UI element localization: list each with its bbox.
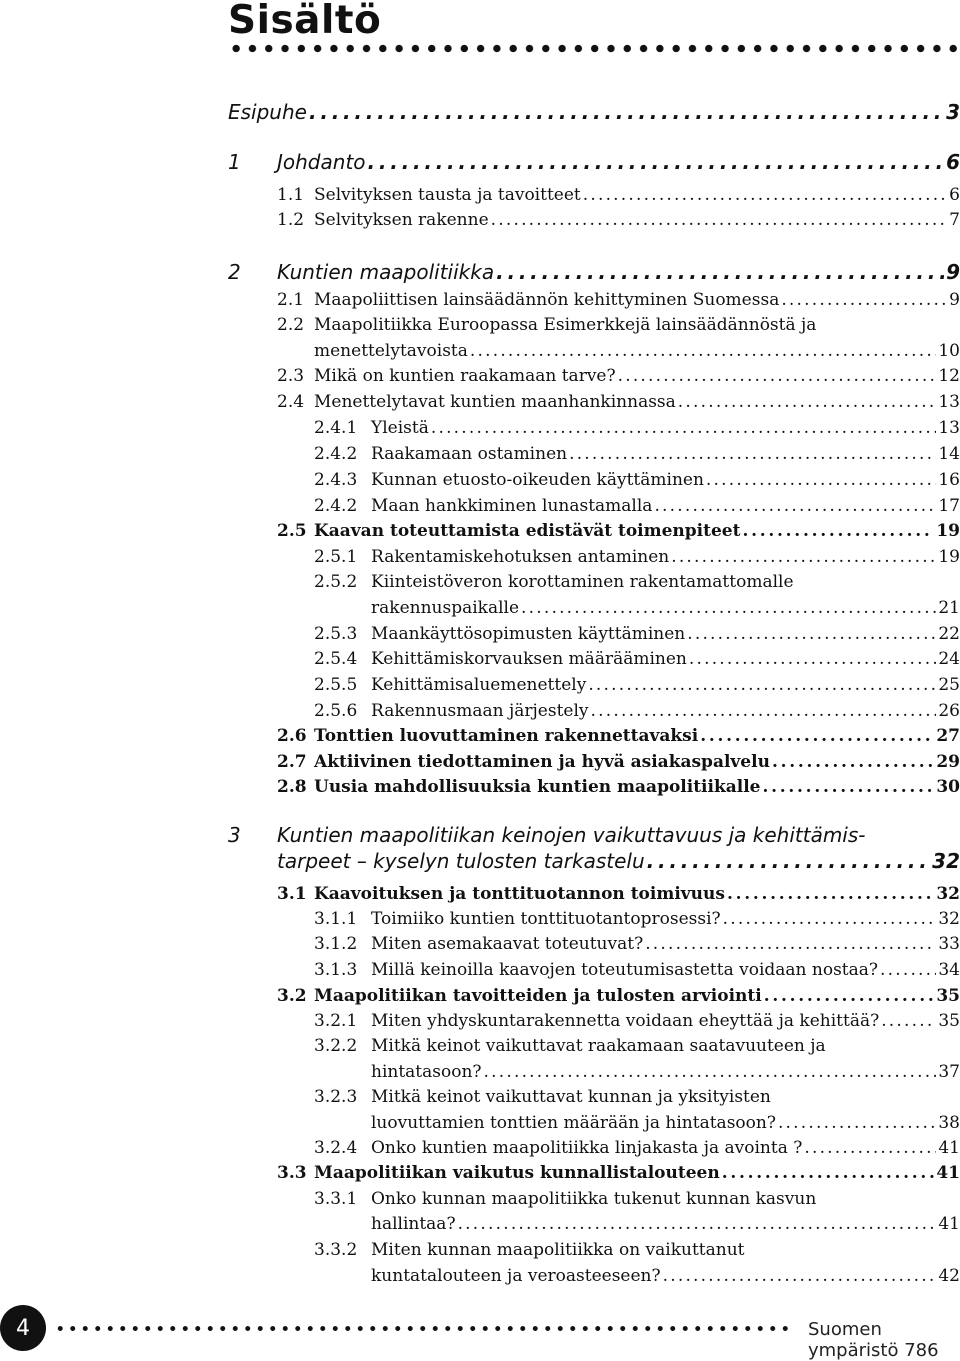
toc-page-number: 32 [932,849,960,873]
toc-entry-title: Miten yhdyskuntarakennetta voidaan eheyttää ja kehittää? [371,1011,880,1031]
toc-entry-number: 2.8 [277,777,307,797]
toc-entry-number: 2.7 [277,752,307,772]
toc-entry-number: 3.1.2 [314,934,358,954]
toc-entry[interactable] [314,185,960,205]
toc-page-number: 10 [938,341,960,361]
toc-entry[interactable] [371,444,960,464]
dot-leader [880,960,936,980]
toc-entry-number: 2.4.3 [314,470,358,490]
toc-entry-title: Miten asemakaavat toteutuvat? [371,934,644,954]
toc-entry-title[interactable]: Mitkä keinot vaikuttavat raakamaan saatavuuteen ja [371,1036,826,1056]
dot-leader [521,598,936,618]
page-number: 4 [16,1315,30,1341]
toc-entry-title: Uusia mahdollisuuksia kuntien maapolitiikalle [314,777,761,797]
toc-entry[interactable] [277,150,960,174]
toc-entry-number: 2.5.3 [314,624,358,644]
toc-entry-number: 3 [228,823,241,847]
toc-page-number: 12 [938,366,960,386]
toc-page-number: 42 [938,1266,960,1286]
toc-entry-number: 2.4.2 [314,444,358,464]
toc-page-number: 26 [938,701,960,721]
toc-entry-title: Maankäyttösopimusten käyttäminen [371,624,686,644]
toc-entry-title: Maapolitiikan tavoitteiden ja tulosten arviointi [314,986,762,1006]
toc-entry-title: Kuntien maapolitiikka [277,260,495,284]
toc-entry-title[interactable]: Miten kunnan maapolitiikka on vaikuttanut [371,1240,745,1260]
toc-entry[interactable] [371,1214,960,1234]
toc-page-number: 32 [936,884,960,904]
toc-page-number: 32 [938,909,960,929]
toc-entry-number: 2.3 [277,366,305,386]
page-title: Sisältö [228,0,382,43]
toc-page-number: 35 [938,1011,960,1031]
toc-entry-title: Kaavan toteuttamista edistävät toimenpiteet [314,521,741,541]
dot-leader [431,418,937,438]
toc-entry-number: 2.5 [277,521,307,541]
toc-entry-number: 3.3.2 [314,1240,358,1260]
toc-page-number: 3 [946,100,960,124]
toc-entry-number: 2.4.2 [314,496,358,516]
toc-page-number: 38 [938,1113,960,1133]
toc-page-number: 19 [936,521,960,541]
dot-leader [591,701,937,721]
toc-entry-number: 3.2.3 [314,1087,358,1107]
dot-leader [484,1062,937,1082]
toc-entry-number: 3.2 [277,986,307,1006]
toc-entry[interactable] [371,909,960,929]
toc-entry-title[interactable]: Maapolitiikka Euroopassa Esimerkkejä lainsäädännöstä ja [314,315,817,335]
toc-entry-number: 2.2 [277,315,305,335]
toc-entry[interactable] [314,366,960,386]
dot-leader [700,726,934,746]
dot-leader [778,1113,936,1133]
toc-entry-title: Menettelytavat kuntien maanhankinnassa [314,392,676,412]
toc-entry[interactable] [314,392,960,412]
dot-leader [309,100,944,124]
toc-entry-title: Esipuhe [228,100,307,124]
toc-page-number: 33 [938,934,960,954]
dot-leader [663,1266,937,1286]
toc-entry-number: 2.1 [277,290,305,310]
toc-page-number: 14 [938,444,960,464]
toc-entry[interactable] [371,624,960,644]
toc-entry-number: 3.3 [277,1163,307,1183]
toc-entry-title: Johdanto [277,150,366,174]
toc-entry-number: 2.5.1 [314,547,358,567]
toc-entry[interactable] [371,960,960,980]
toc-entry[interactable] [371,1113,960,1133]
dot-leader [491,210,948,230]
toc-page-number: 22 [938,624,960,644]
toc-entry-title-continued: rakennuspaikalle [371,598,520,618]
toc-entry-title: Maapoliittisen lainsäädännön kehittyminen Suomessa [314,290,780,310]
toc-entry-number: 2.5.5 [314,675,358,695]
dot-leader [804,1138,936,1158]
dot-leader [671,547,936,567]
dot-leader [881,1011,936,1031]
dot-leader [742,521,934,541]
toc-entry[interactable] [371,418,960,438]
dot-leader [618,366,937,386]
toc-page-number: 19 [938,547,960,567]
toc-entry[interactable] [371,598,960,618]
toc-entry-title: Yleistä [371,418,429,438]
toc-entry[interactable] [277,260,960,284]
toc-entry[interactable] [228,100,960,124]
toc-entry-number: 1.1 [277,185,305,205]
dot-leader [722,1163,935,1183]
toc-entry-number: 3.2.4 [314,1138,358,1158]
dot-leader [772,752,934,772]
dot-leader [654,496,936,516]
toc-entry[interactable] [314,726,960,746]
toc-entry[interactable] [314,521,960,541]
toc-page-number: 41 [938,1138,960,1158]
toc-entry-title-continued: tarpeet – kyselyn tulosten tarkastelu [277,849,645,873]
dot-leader [569,444,936,464]
dot-leader [678,392,937,412]
toc-entry[interactable] [314,210,960,230]
dot-leader [470,341,936,361]
toc-page-number: 21 [938,598,960,618]
toc-page-number: 27 [936,726,960,746]
toc-entry[interactable] [371,1062,960,1082]
toc-entry[interactable] [371,649,960,669]
toc-entry-number: 3.1 [277,884,307,904]
dot-leader [496,260,944,284]
toc-entry-number: 2.5.6 [314,701,358,721]
dot-leader [588,675,936,695]
toc-entry-title: Selvityksen rakenne [314,210,489,230]
toc-page-number: 6 [949,185,960,205]
dot-leader [706,470,936,490]
toc-page-number: 16 [938,470,960,490]
toc-page-number: 41 [936,1163,960,1183]
toc-entry-title: Maapolitiikan vaikutus kunnallistalouteen [314,1163,720,1183]
toc-entry-title-continued: hintatasoon? [371,1062,482,1082]
toc-page-number: 9 [949,290,960,310]
toc-entry-number: 3.3.1 [314,1189,358,1209]
dot-leader [647,849,931,873]
toc-entry[interactable] [371,675,960,695]
toc-page-number: 25 [938,675,960,695]
toc-entry-title-continued: kuntatalouteen ja veroasteeseen? [371,1266,661,1286]
toc-entry-title: Aktiivinen tiedottaminen ja hyvä asiakaspalvelu [314,752,770,772]
toc-entry-title: Rakennusmaan järjestely [371,701,589,721]
toc-entry-title: Selvityksen tausta ja tavoitteet [314,185,581,205]
toc-entry-title-continued: hallintaa? [371,1214,456,1234]
toc-entry-number: 3.2.2 [314,1036,358,1056]
toc-entry[interactable] [371,496,960,516]
toc-entry-title[interactable]: Kiinteistöveron korottaminen rakentamattomalle [371,572,794,592]
toc-page-number: 13 [938,392,960,412]
toc-page-number: 41 [938,1214,960,1234]
toc-page-number: 30 [936,777,960,797]
toc-entry-title: Onko kuntien maapolitiikka linjakasta ja avointa ? [371,1138,803,1158]
toc-entry-number: 3.1.1 [314,909,358,929]
toc-entry-number: 2.6 [277,726,307,746]
toc-entry[interactable] [314,290,960,310]
toc-entry[interactable] [314,1163,960,1183]
dot-leader [781,290,947,310]
toc-page-number: 13 [938,418,960,438]
toc-entry-title-continued: luovuttamien tonttien määrään ja hintatasoon? [371,1113,776,1133]
toc-page-number: 37 [938,1062,960,1082]
dot-leader [763,777,935,797]
toc-entry-title[interactable]: Mitkä keinot vaikuttavat kunnan ja yksityisten [371,1087,771,1107]
toc-page-number: 6 [946,150,960,174]
toc-entry-title: Kehittämiskorvauksen määrääminen [371,649,687,669]
toc-entry[interactable] [371,934,960,954]
toc-entry[interactable] [314,752,960,772]
toc-entry-title: Rakentamiskehotuksen antaminen [371,547,670,567]
toc-page-number: 9 [946,260,960,284]
toc-entry[interactable] [371,1011,960,1031]
toc-page-number: 34 [938,960,960,980]
toc-page-number: 17 [938,496,960,516]
dot-leader [764,986,935,1006]
toc-page-number: 29 [936,752,960,772]
toc-entry[interactable] [314,884,960,904]
toc-page-number: 35 [936,986,960,1006]
dot-leader [723,909,937,929]
toc-entry-title: Kehittämisaluemenettely [371,675,587,695]
toc-entry[interactable] [314,777,960,797]
toc-entry-title[interactable]: Onko kunnan maapolitiikka tukenut kunnan kasvun [371,1189,817,1209]
toc-entry-title: Millä keinoilla kaavojen toteutumisastetta voidaan nostaa? [371,960,879,980]
toc-entry-number: 2.4.1 [314,418,358,438]
toc-entry-number: 2 [228,260,241,284]
dot-leader [689,649,936,669]
toc-entry-number: 2.5.2 [314,572,358,592]
toc-entry-title: Tonttien luovuttaminen rakennettavaksi [314,726,699,746]
toc-page-number: 7 [949,210,960,230]
toc-entry-title: Kunnan etuosto-oikeuden käyttäminen [371,470,704,490]
dot-leader [687,624,936,644]
dot-leader [368,150,945,174]
toc-entry[interactable] [371,547,960,567]
toc-entry-title[interactable]: Kuntien maapolitiikan keinojen vaikuttavuus ja kehittämis- [277,823,866,847]
footer-dot-rule [54,1324,794,1333]
toc-entry-number: 3.2.1 [314,1011,358,1031]
toc-entry[interactable] [371,470,960,490]
toc-page-number: 24 [938,649,960,669]
footer-publication: Suomen ympäristö 786 [808,1319,939,1361]
dot-leader [458,1214,937,1234]
toc-entry[interactable] [277,849,960,873]
toc-entry-title: Maan hankkiminen lunastamalla [371,496,653,516]
toc-entry-number: 1.2 [277,210,305,230]
toc-entry-number: 3.1.3 [314,960,358,980]
toc-entry[interactable] [314,986,960,1006]
toc-entry[interactable] [314,341,960,361]
toc-entry[interactable] [371,1266,960,1286]
toc-entry-title: Kaavoituksen ja tonttituotannon toimivuus [314,884,725,904]
toc-entry-title: Toimiiko kuntien tonttituotantoprosessi? [371,909,721,929]
toc-entry-title: Mikä on kuntien raakamaan tarve? [314,366,616,386]
dot-leader [645,934,936,954]
dot-leader [727,884,934,904]
toc-entry-number: 1 [228,150,241,174]
toc-entry[interactable] [371,1138,960,1158]
toc-entry-number: 2.5.4 [314,649,358,669]
toc-entry-title: Raakamaan ostaminen [371,444,568,464]
toc-entry[interactable] [371,701,960,721]
toc-entry-title-continued: menettelytavoista [314,341,468,361]
toc-entry-number: 2.4 [277,392,305,412]
dot-leader [583,185,947,205]
